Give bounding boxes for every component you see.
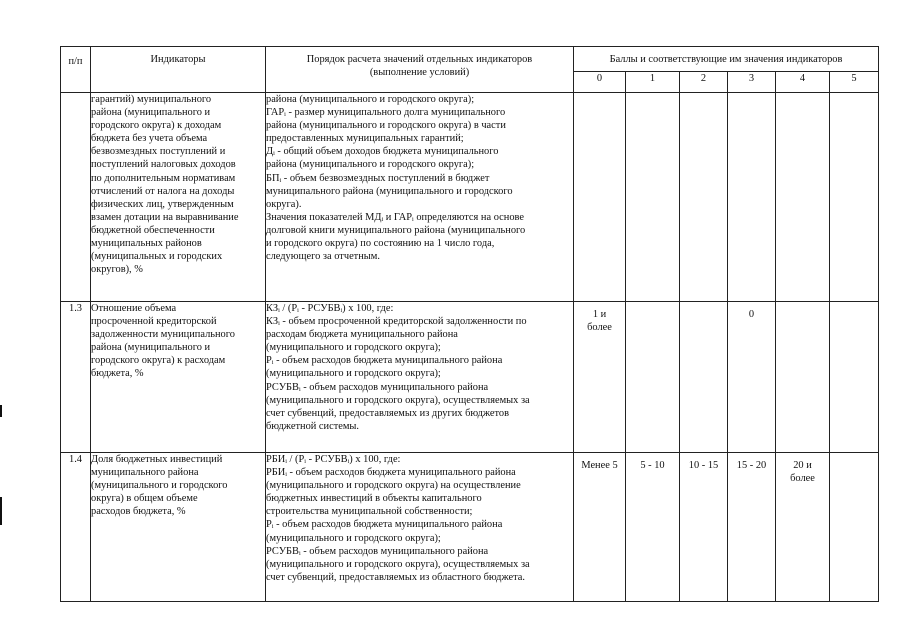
order-cell xyxy=(266,453,574,602)
order-line: РСУБВᵢ - объем расходов муниципального района xyxy=(266,381,489,393)
left-edge-mark-bottom xyxy=(0,497,2,525)
score-value: 5 - 10 xyxy=(640,460,665,471)
score-cell xyxy=(830,93,879,302)
header-indicators: Индикаторы xyxy=(91,47,266,93)
indicator-line: (муниципального и городского xyxy=(91,480,228,492)
indicator-line: района (муниципального и xyxy=(91,342,211,354)
indicator-line: бюджета без учета объема xyxy=(91,133,208,145)
order-line: (муниципального и городского округа); xyxy=(266,368,441,380)
header-points: Баллы и соответствующие им значения индикаторов xyxy=(574,47,879,72)
indicator-line: Доля бюджетных инвестиций xyxy=(91,454,223,465)
score-cell xyxy=(776,93,830,302)
order-line: следующего за отчетным. xyxy=(266,251,380,263)
order-line: и городского округа) по состоянию на 1 число года, xyxy=(266,238,495,250)
order-line: (муниципального и городского округа) на осуществление xyxy=(266,480,521,492)
order-line: счет субвенций, предоставляемых из областного бюджета. xyxy=(266,571,525,583)
score-value: более xyxy=(587,322,612,334)
left-edge-mark-top xyxy=(0,405,2,417)
indicators-table xyxy=(60,46,879,602)
order-cell xyxy=(266,302,574,453)
order-line: (муниципального и городского округа); xyxy=(266,532,441,544)
table-row xyxy=(61,302,879,453)
score-cell xyxy=(626,302,680,453)
score-cell xyxy=(680,302,728,453)
order-line: бюджетных инвестиций в объекты капитального xyxy=(266,493,482,505)
score-cell xyxy=(626,93,680,302)
score-value: 15 - 20 xyxy=(736,460,767,471)
order-line: Рᵢ - объем расходов бюджета муниципального района xyxy=(266,519,503,531)
order-line: РБИᵢ - объем расходов бюджета муниципального района xyxy=(266,467,516,479)
table-row xyxy=(61,93,879,302)
order-line: КЗᵢ - объем просроченной кредиторской задолженности по xyxy=(266,316,527,328)
score-value: 20 и xyxy=(793,460,812,471)
score-header-0: 0 xyxy=(574,72,626,93)
indicator-line: муниципальных районов xyxy=(91,238,202,250)
order-line: Значения показателей МДᵢ и ГАРᵢ определяются на основе xyxy=(266,211,524,223)
score-cell xyxy=(728,453,776,602)
score-value: более xyxy=(790,473,815,485)
indicator-line: района (муниципального и xyxy=(91,107,211,119)
order-line: РБИᵢ / (Рᵢ - РСУБВᵢ) х 100, где: xyxy=(266,454,401,465)
order-line: района (муниципального и городского округа); xyxy=(266,159,475,171)
score-value: 0 xyxy=(748,309,755,320)
indicator-line: городского округа) к расходам xyxy=(91,355,226,367)
order-line: (муниципального и городского округа); xyxy=(266,342,441,354)
indicator-line: взамен дотации на выравнивание xyxy=(91,211,239,223)
order-line: Дᵢ - общий объем доходов бюджета муниципального xyxy=(266,146,499,158)
indicator-line: городского округа) к доходам xyxy=(91,120,222,132)
indicator-line: округа) в общем объеме xyxy=(91,493,198,505)
indicator-line: безвозмездных поступлений и xyxy=(91,146,226,158)
score-cell xyxy=(626,453,680,602)
order-line: КЗᵢ / (Рᵢ - РСУБВᵢ) х 100, где: xyxy=(266,303,394,314)
indicator-line: просроченной кредиторской xyxy=(91,316,217,328)
score-header-5: 5 xyxy=(830,72,879,93)
order-line: (муниципального и городского округа), осуществляемых за xyxy=(266,394,530,406)
header-num: п/п xyxy=(61,47,91,93)
indicator-line: бюджета, % xyxy=(91,368,144,380)
indicator-cell xyxy=(91,302,266,453)
score-value: 1 и xyxy=(592,309,607,320)
order-line: бюджетной системы. xyxy=(266,420,360,432)
score-value: 10 - 15 xyxy=(688,460,719,471)
order-line: РСУБВᵢ - объем расходов муниципального района xyxy=(266,545,489,557)
header-order-line: Порядок расчета значений отдельных индикаторов xyxy=(306,54,533,65)
indicator-line: физических лиц, утвержденным xyxy=(91,198,234,210)
order-line: расходам бюджета муниципального района xyxy=(266,329,458,341)
indicator-line: Отношение объема xyxy=(91,303,177,314)
header-order xyxy=(266,47,574,93)
indicator-line: округов), % xyxy=(91,264,143,276)
order-line: счет субвенций, предоставляемых из других бюджетов xyxy=(266,407,510,419)
indicator-line: по дополнительным нормативам xyxy=(91,172,236,184)
score-cell xyxy=(728,302,776,453)
order-line: ГАРᵢ - размер муниципального долга муниципального xyxy=(266,107,506,119)
score-cell xyxy=(574,453,626,602)
order-line: БПᵢ - объем безвозмездных поступлений в бюджет xyxy=(266,172,490,184)
score-header-2: 2 xyxy=(680,72,728,93)
row-number xyxy=(61,93,91,302)
score-cell xyxy=(776,453,830,602)
table-header-row xyxy=(61,47,879,72)
score-cell xyxy=(680,453,728,602)
order-line: предоставленных муниципальных гарантий; xyxy=(266,133,464,145)
score-cell xyxy=(574,93,626,302)
score-header-1: 1 xyxy=(626,72,680,93)
score-cell xyxy=(574,302,626,453)
order-line: района (муниципального и городского округа); xyxy=(266,94,475,105)
order-line: строительства муниципальной собственности; xyxy=(266,506,473,518)
score-cell xyxy=(830,302,879,453)
indicator-line: задолженности муниципального xyxy=(91,329,235,341)
score-header-4: 4 xyxy=(776,72,830,93)
order-line: (муниципального и городского округа), осуществляемых за xyxy=(266,558,530,570)
indicator-line: (муниципальных и городских xyxy=(91,251,223,263)
indicator-line: муниципального района xyxy=(91,467,199,479)
order-line: долговой книги муниципального района (муниципального xyxy=(266,224,526,236)
order-line: муниципального района (муниципального и городского xyxy=(266,185,513,197)
order-line: Рᵢ - объем расходов бюджета муниципального района xyxy=(266,355,503,367)
score-header-3: 3 xyxy=(728,72,776,93)
score-cell xyxy=(728,93,776,302)
order-cell xyxy=(266,93,574,302)
score-cell xyxy=(830,453,879,602)
table-row xyxy=(61,453,879,602)
indicator-cell xyxy=(91,453,266,602)
row-number: 1.4 xyxy=(61,453,91,602)
order-line: округа). xyxy=(266,198,302,210)
indicator-line: отчислений от налога на доходы xyxy=(91,185,235,197)
indicator-cell xyxy=(91,93,266,302)
score-value: Менее 5 xyxy=(581,460,618,471)
indicator-line: гарантий) муниципального xyxy=(91,94,212,105)
score-cell xyxy=(680,93,728,302)
indicator-line: бюджетной обеспеченности xyxy=(91,224,215,236)
order-line: района (муниципального и городского округа) в части xyxy=(266,120,506,132)
indicator-line: поступлений налоговых доходов xyxy=(91,159,236,171)
score-cell xyxy=(776,302,830,453)
header-order-line: (выполнение условий) xyxy=(369,67,470,79)
row-number: 1.3 xyxy=(61,302,91,453)
indicator-line: расходов бюджета, % xyxy=(91,506,186,518)
